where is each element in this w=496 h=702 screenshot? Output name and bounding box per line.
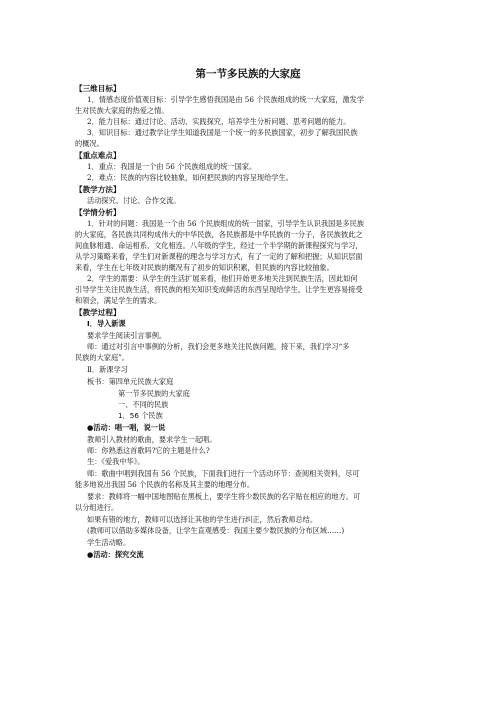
paragraph-line: 师：你熟悉这首歌吗?它的主题是什么? [87,446,210,455]
section-heading-process: 【教学过程】 [75,308,121,317]
activity-heading: ●活动：探究交流 [87,550,144,559]
paragraph-line: 师：通过对引言中事例的分析，我们会更多地关注民族问题，接下来，我们学习“多 [87,342,350,351]
activity-heading: ●活动：唱一唱，说一说 [87,423,166,432]
paragraph-line: 2．难点：民族的内容比较抽象，如何把民族的内容呈现给学生。 [87,173,293,182]
section-heading-goals: 【三维目标】 [75,84,121,93]
paragraph-line: 民族的大家庭”。 [75,353,129,362]
paragraph-line: (教师可以借助多媒体设备，让学生直观感受：我国主要少数民族的分布区域……) [87,526,345,535]
subheading-new-lesson: Ⅱ．新课学习 [87,365,128,374]
paragraph-line: 的概况。 [75,139,104,148]
paragraph-line: 如果有错的地方，教师可以选择让其他的学生进行纠正，然后教师总结。 [87,515,318,524]
section-heading-analysis: 【学情分析】 [75,208,121,217]
paragraph-line: 以分组进行。 [75,503,119,512]
paragraph-line: 引导学生关注民族生活，将民族的相关知识变成鲜活的东西呈现给学生，让学生更容易接受 [75,285,363,294]
section-heading-methods: 【教学方法】 [75,185,121,194]
paragraph-line: 能多地说出我国 56 个民族的名称及其主要的地理分布。 [75,480,255,489]
paragraph-line: 3．知识目标：通过教学让学生知道我国是一个统一的多民族国家，初步了解我国民族 [87,128,358,137]
paragraph-line: 间血脉相通、命运相系、文化相连。八年级的学生，经过一个半学期的新课程探究与学习， [75,241,363,250]
paragraph-line: 生对民族大家庭的热爱之情。 [75,106,169,115]
paragraph-line: 来看，学生在七年级对民族的概况有了初步的知识积累，但民族的内容比较抽象。 [75,263,334,272]
document-title: 第一节多民族的大家庭 [195,68,301,80]
subheading-intro: Ⅰ．导入新课 [87,319,126,328]
paragraph-line: 要求：教师将一幅中国地图贴在黑板上，要学生将少数民族的名字贴在相应的地方。可 [87,492,361,501]
paragraph-line: 要求学生阅读引言事例。 [87,331,167,340]
paragraph-line: 2．能力目标：通过讨论、活动、实践探究，培养学生分析问题、思考问题的能力。 [87,117,351,126]
board-line: 第一节多民族的大家庭 [118,389,190,398]
paragraph-line: 2．学生的需要：从学生的生活扩展来看，他们开始更多地关注到民族生活，因此如何 [87,274,358,283]
paragraph-line: 教师引入教材的歌曲，要求学生一起唱。 [87,435,217,444]
paragraph-line: 师：歌曲中唱到我国有 56 个民族，下面我们进行一个活动环节：查阅相关资料，尽可 [87,469,360,478]
paragraph-line: 1．情感态度价值观目标：引导学生感悟我国是由 56 个民族组成的统一大家庭，激发学 [87,95,365,104]
paragraph-line: 的大家庭，各民族共同构成伟大的中华民族，各民族都是中华民族的一分子，各民族彼此之 [75,230,363,239]
paragraph-line: 1．重点：我国是一个由 56 个民族组成的统一国家。 [87,162,257,171]
board-line: 1．56 个民族 [118,411,163,420]
section-heading-key-points: 【重点难点】 [75,151,121,160]
paragraph-line: 和领会，满足学生的需求。 [75,296,162,305]
paragraph-line: 从学习策略来看，学生们对新课程的理念与学习方式，有了一定的了解和把握；从知识层面 [75,252,363,261]
paragraph-line: 活动探究、讨论、合作交流。 [87,196,181,205]
paragraph-line: 生：《爱我中华》。 [87,457,145,466]
paragraph-line: 1．针对的问题：我国是一个由 56 个民族组成的统一国家，引导学生认识我国是多民族 [87,219,365,228]
board-line: 板书：第四单元民族大家庭 [87,377,174,386]
paragraph-line: 学生活动略。 [87,538,131,547]
board-line: 一、不同的民族 [118,400,169,409]
